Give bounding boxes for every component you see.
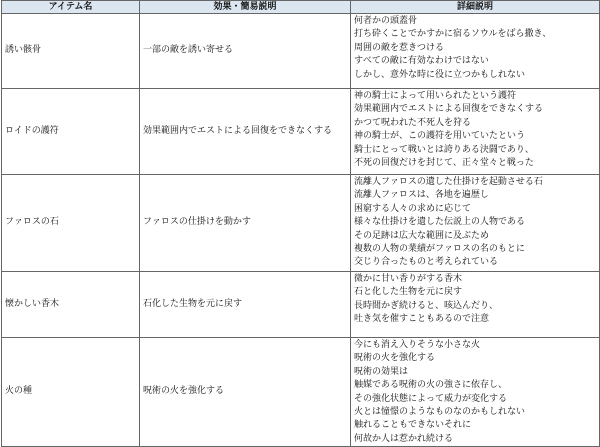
item-table — [1, 0, 600, 447]
table-row — [2, 175, 600, 272]
detail-line: 石と化した生物を元に戻す — [354, 287, 463, 298]
detail-line: 効果範囲内でエストによる回復をできなくする — [354, 104, 544, 115]
header-item-name: アイテム名 — [2, 1, 140, 14]
effect-cell: 効果範囲内でエストによる回復をできなくする — [140, 89, 351, 175]
table-row — [2, 338, 600, 447]
detail-line: 長時間かぎ続けると、咳込んだり、 — [354, 300, 499, 311]
table-row — [2, 14, 600, 89]
item-name-cell: 火の種 — [2, 338, 140, 447]
detail-line: 神の騎士によって用いられたという護符 — [354, 91, 517, 101]
detail-line: かつて呪われた不死人を狩る — [354, 117, 472, 128]
detail-line: その足跡は広大な範囲に及ぶため — [354, 230, 490, 241]
detail-line: 様々な仕掛けを遺した伝説上の人物である — [354, 217, 526, 228]
header-effect: 効果・簡易説明 — [140, 1, 351, 14]
detail-line: その強化状態によって威力が変化する — [354, 393, 508, 404]
detail-line: しかし、意外な時に役に立つかもしれない — [354, 69, 526, 80]
table-row — [2, 272, 600, 338]
effect-cell: 石化した生物を元に戻す — [140, 272, 351, 338]
detail-line: 微かに甘い香りがする香木 — [354, 274, 463, 284]
detail-line: 何者かの頭蓋骨 — [354, 16, 418, 26]
detail-line: 騎士にとって戦いとは誇りある決闘であり、 — [354, 144, 534, 155]
detail-line: 触れることもできないそれに — [354, 420, 472, 431]
item-name-cell: 懐かしい香木 — [2, 272, 140, 338]
detail-line: 吐き気を催すこともあるので注意 — [354, 314, 490, 325]
effect-cell: 呪術の火を強化する — [140, 338, 351, 447]
detail-line: 何故か人は惹かれ続ける — [354, 433, 454, 444]
detail-cell — [351, 175, 600, 272]
detail-line: 呪術の火を強化する — [354, 353, 436, 364]
detail-line: 交じり合ったものと考えられている — [354, 257, 499, 268]
item-name-cell: ファロスの石 — [2, 175, 140, 272]
detail-line: 触媒である呪術の火の強さに依存し、 — [354, 380, 508, 391]
detail-cell — [351, 272, 600, 338]
detail-line: 神の騎士が、この護符を用いていたという — [354, 131, 526, 142]
header-detail: 詳細説明 — [351, 1, 600, 14]
header-row — [2, 1, 600, 14]
detail-line: 今にも消え入りそうな小さな火 — [354, 340, 481, 350]
detail-line: 流離人ファロスの遺した仕掛けを起動させる石 — [354, 177, 543, 187]
item-name-cell: 誘い骸骨 — [2, 14, 140, 89]
detail-line: 困窮する人々の求めに応じて — [354, 203, 472, 214]
detail-line: 打ち砕くことでかすかに宿るソウルをばら撒き、 — [354, 29, 552, 40]
detail-line: すべての敵に有効なわけではない — [354, 56, 489, 67]
detail-line: 複数の人物の業績がファロスの名のもとに — [354, 243, 525, 254]
detail-cell — [351, 338, 600, 447]
detail-line: 周囲の敵を惹きつける — [354, 42, 445, 53]
detail-line: 火とは憧憬のようなものなのかもしれない — [354, 406, 526, 417]
detail-cell — [351, 89, 600, 175]
detail-line: 呪術の効果は — [354, 366, 409, 377]
detail-cell — [351, 14, 600, 89]
item-name-cell: ロイドの護符 — [2, 89, 140, 175]
effect-cell: 一部の敵を誘い寄せる — [140, 14, 351, 89]
detail-line: 不死の回復だけを封じて、正々堂々と戦った — [354, 157, 534, 168]
table-row — [2, 89, 600, 175]
effect-cell: ファロスの仕掛けを動かす — [140, 175, 351, 272]
detail-line: 流離人ファロスは、各地を遍歴し — [354, 190, 489, 201]
